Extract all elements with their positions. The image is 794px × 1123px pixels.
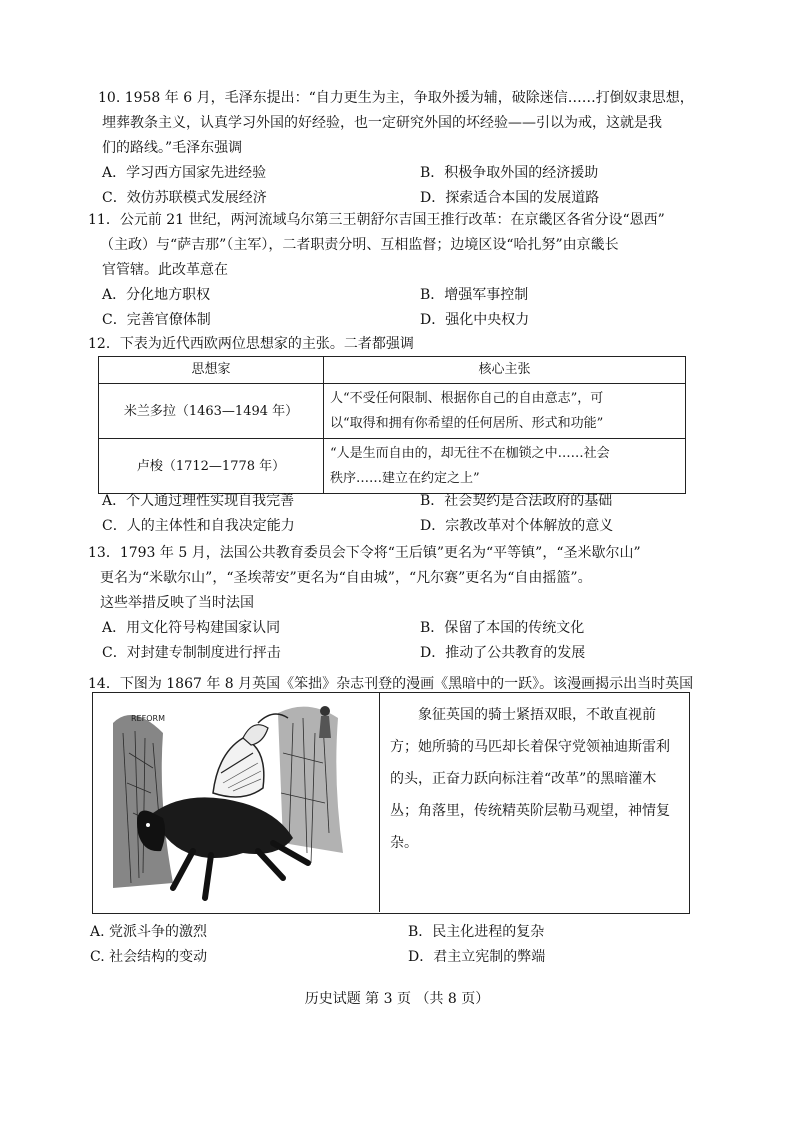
option-a[interactable]: A．用文化符号构建国家认同	[102, 620, 281, 636]
stem-line: 10. 1958 年 6 月，毛泽东提出：“自力更生为主，争取外援为辅，破除迷信……打倒奴隶思想，	[98, 90, 694, 106]
table-row	[99, 439, 686, 494]
stem-line: 官管辖。此改革意在	[102, 262, 228, 278]
question-11-options	[100, 283, 698, 333]
option-b[interactable]: B．民主化进程的复杂	[408, 924, 545, 940]
question-10-options	[100, 161, 700, 211]
table-row	[99, 384, 686, 439]
question-13-stem	[88, 541, 698, 616]
stem-line: 13．1793 年 5 月，法国公共教育委员会下令将“王后镇”更名为“平等镇”，“圣米歇尔山”	[88, 545, 641, 561]
cartoon-caption: 象征英国的骑士紧捂双眼，不敢直视前方；她所骑的马匹却长着保守党领袖迪斯雷利的头，正奋力跃向标注着“改革”的黑暗灌木丛；角落里，传统精英阶层勒马观望，神情复杂。	[390, 707, 670, 851]
option-b[interactable]: B．积极争取外国的经济援助	[420, 165, 599, 181]
option-c[interactable]: C．人的主体性和自我决定能力	[102, 518, 295, 534]
stem-line: 们的路线。”毛泽东强调	[102, 140, 243, 156]
option-a[interactable]: A．个人通过理性实现自我完善	[102, 493, 295, 509]
table-header-row	[99, 357, 686, 384]
option-c[interactable]: C. 社会结构的变动	[90, 949, 208, 965]
thinker-claim	[324, 439, 686, 494]
option-d[interactable]: D．推动了公共教育的发展	[420, 645, 586, 661]
cartoon-lettering: REFORM	[131, 714, 165, 723]
option-d[interactable]: D．探索适合本国的发展道路	[420, 190, 600, 206]
option-b[interactable]: B．增强军事控制	[420, 287, 529, 303]
question-12-options-wrap	[100, 489, 700, 539]
question-10	[100, 86, 700, 211]
stem-line: 埋葬教条主义，认真学习外国的好经验，也一定研究外国的坏经验——引以为戒，这就是我	[102, 115, 662, 131]
question-11	[88, 208, 698, 333]
stem-line: （主政）与“萨吉那”（主军），二者职责分明、互相监督；边境区设“哈扎努”由京畿长	[100, 237, 619, 253]
table-header: 思想家	[99, 357, 324, 384]
option-b[interactable]: B．保留了本国的传统文化	[420, 620, 585, 636]
option-d[interactable]: D．强化中央权力	[420, 312, 530, 328]
claim-line: 人“不受任何限制、根据你自己的自由意志”，可	[330, 391, 604, 406]
question-12-options	[100, 489, 700, 539]
stem-line: 14．下图为 1867 年 8 月英国《笨拙》杂志刊登的漫画《黑暗中的一跃》。该漫画揭示出当时英国	[88, 676, 694, 692]
stem-line: 这些举措反映了当时法国	[100, 595, 254, 611]
question-10-stem	[100, 86, 700, 161]
option-a[interactable]: A．分化地方职权	[102, 287, 211, 303]
option-c[interactable]: C．对封建专制制度进行抨击	[102, 645, 281, 661]
thinker-name: 卢梭（1712—1778 年）	[99, 439, 324, 494]
option-a[interactable]: A．学习西方国家先进经验	[102, 165, 267, 181]
option-c[interactable]: C．效仿苏联模式发展经济	[102, 190, 267, 206]
stem-line: 11．公元前 21 世纪，两河流域乌尔第三王朝舒尔吉国王推行改革：在京畿区各省分设“恩西”	[88, 212, 665, 228]
cartoon-image	[93, 693, 380, 912]
thinkers-table	[98, 356, 686, 494]
option-a[interactable]: A. 党派斗争的激烈	[90, 924, 208, 940]
option-d[interactable]: D．君主立宪制的弊端	[408, 949, 546, 965]
stem-line: 12．下表为近代西欧两位思想家的主张。二者都强调	[88, 336, 414, 352]
question-14-options	[88, 920, 688, 970]
cartoon-frame	[92, 692, 690, 914]
stem-line: 更名为“米歇尔山”，“圣埃蒂安”更名为“自由城”，“凡尔赛”更名为“自由摇篮”。	[100, 570, 592, 586]
claim-line: 以“取得和拥有你希望的任何居所、形式和功能”	[330, 416, 604, 431]
thinker-name: 米兰多拉（1463—1494 年）	[99, 384, 324, 439]
table-header: 核心主张	[324, 357, 686, 384]
claim-line: 秩序……建立在约定之上”	[330, 471, 480, 486]
claim-line: “人是生而自由的，却无往不在枷锁之中……社会	[330, 446, 610, 461]
thinker-claim	[324, 384, 686, 439]
leap-in-the-dark-cartoon	[93, 693, 378, 911]
question-13	[88, 541, 698, 666]
option-b[interactable]: B．社会契约是合法政府的基础	[420, 493, 613, 509]
question-13-options	[100, 616, 698, 666]
option-d[interactable]: D．宗教改革对个体解放的意义	[420, 518, 614, 534]
option-c[interactable]: C．完善官僚体制	[102, 312, 211, 328]
question-11-stem	[88, 208, 698, 283]
question-12	[88, 332, 688, 357]
page-footer: 历史试题 第 3 页 （共 8 页）	[304, 991, 490, 1007]
question-14-options-wrap	[88, 920, 688, 970]
question-12-stem	[88, 332, 688, 357]
